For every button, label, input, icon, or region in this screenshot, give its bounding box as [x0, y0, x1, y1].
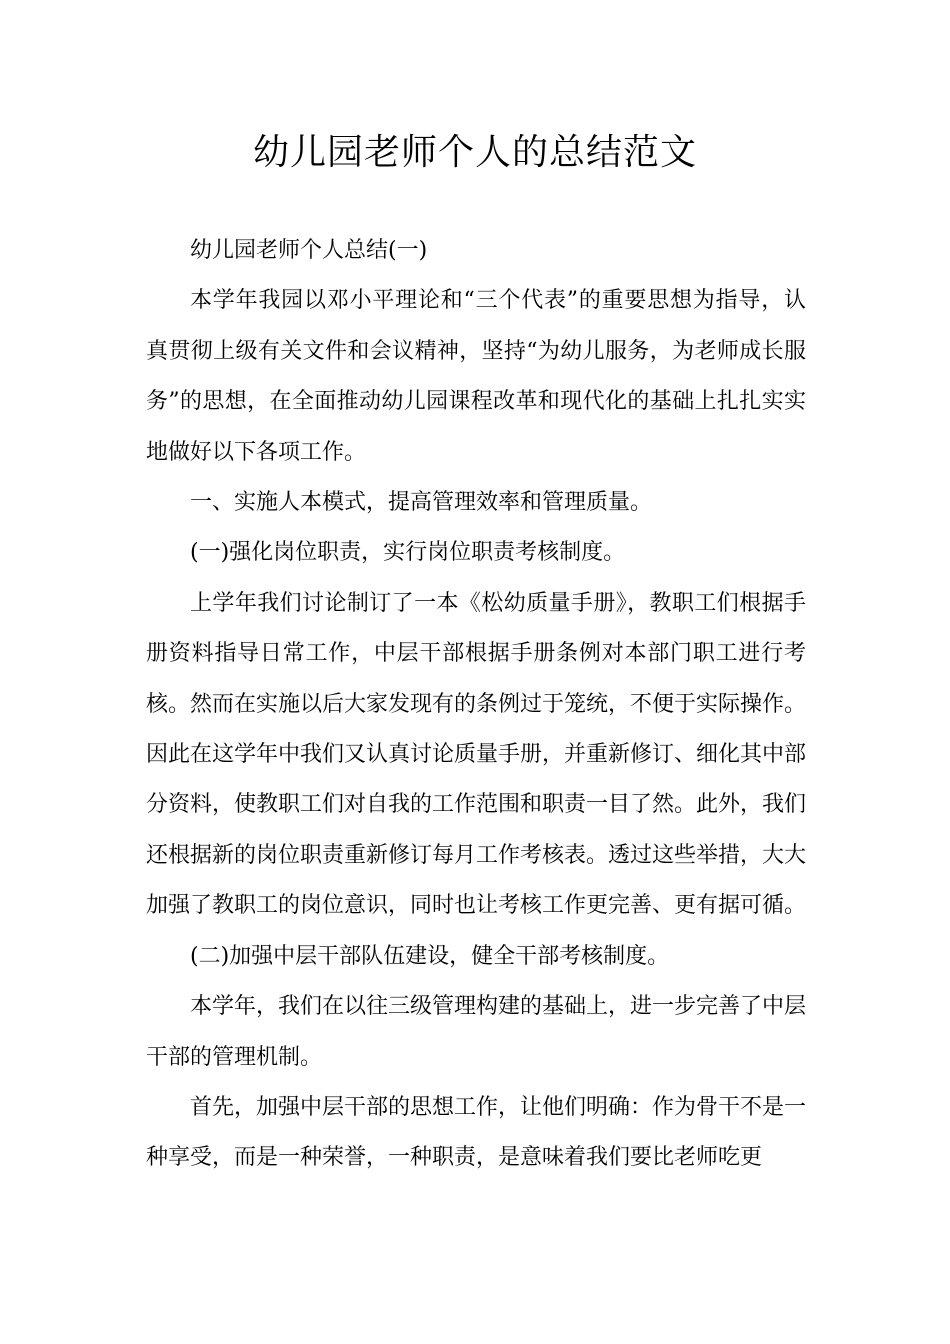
body-paragraph: 上学年我们讨论制订了一本《松幼质量手册》，教职工们根据手册资料指导日常工作，中层干部根据手册条例对本部门职工进行考核。然而在实施以后大家发现有的条例过于笼统，不便于实际操作。因此在这学年中我们又认真讨论质量手册，并重新修订、细化其中部分资料，使教职工们对自我的工作范围和职责一目了然。此外，我们还根据新的岗位职责重新修订每月工作考核表。透过这些举措，大大加强了教职工的岗位意识，同时也让考核工作更完善、更有据可循。: [146, 590, 807, 919]
body-paragraph: 本学年，我们在以往三级管理构建的基础上，进一步完善了中层干部的管理机制。: [146, 994, 807, 1070]
subheading: 一、实施人本模式，提高管理效率和管理质量。: [190, 490, 653, 516]
document-title: 幼儿园老师个人的总结范文: [252, 132, 697, 173]
subheading: (二)加强中层干部队伍建设，健全干部考核制度。: [190, 943, 670, 969]
section-heading: 幼儿园老师个人总结(一): [190, 238, 428, 263]
body-paragraph: 首先，加强中层干部的思想工作，让他们明确：作为骨干不是一种享受，而是一种荣誉，一种职责，是意味着我们要比老师吃更: [146, 1094, 807, 1171]
body-paragraph: 本学年我园以邓小平理论和“三个代表”的重要思想为指导，认真贯彻上级有关文件和会议精神，坚持“为幼儿服务，为老师成长服务”的思想，在全面推动幼儿园课程改革和现代化的基础上扎扎实实地做好以下各项工作。: [146, 288, 806, 465]
document-body: [146, 226, 806, 1184]
subheading: (一)强化岗位职责，实行岗位职责考核制度。: [190, 540, 626, 566]
